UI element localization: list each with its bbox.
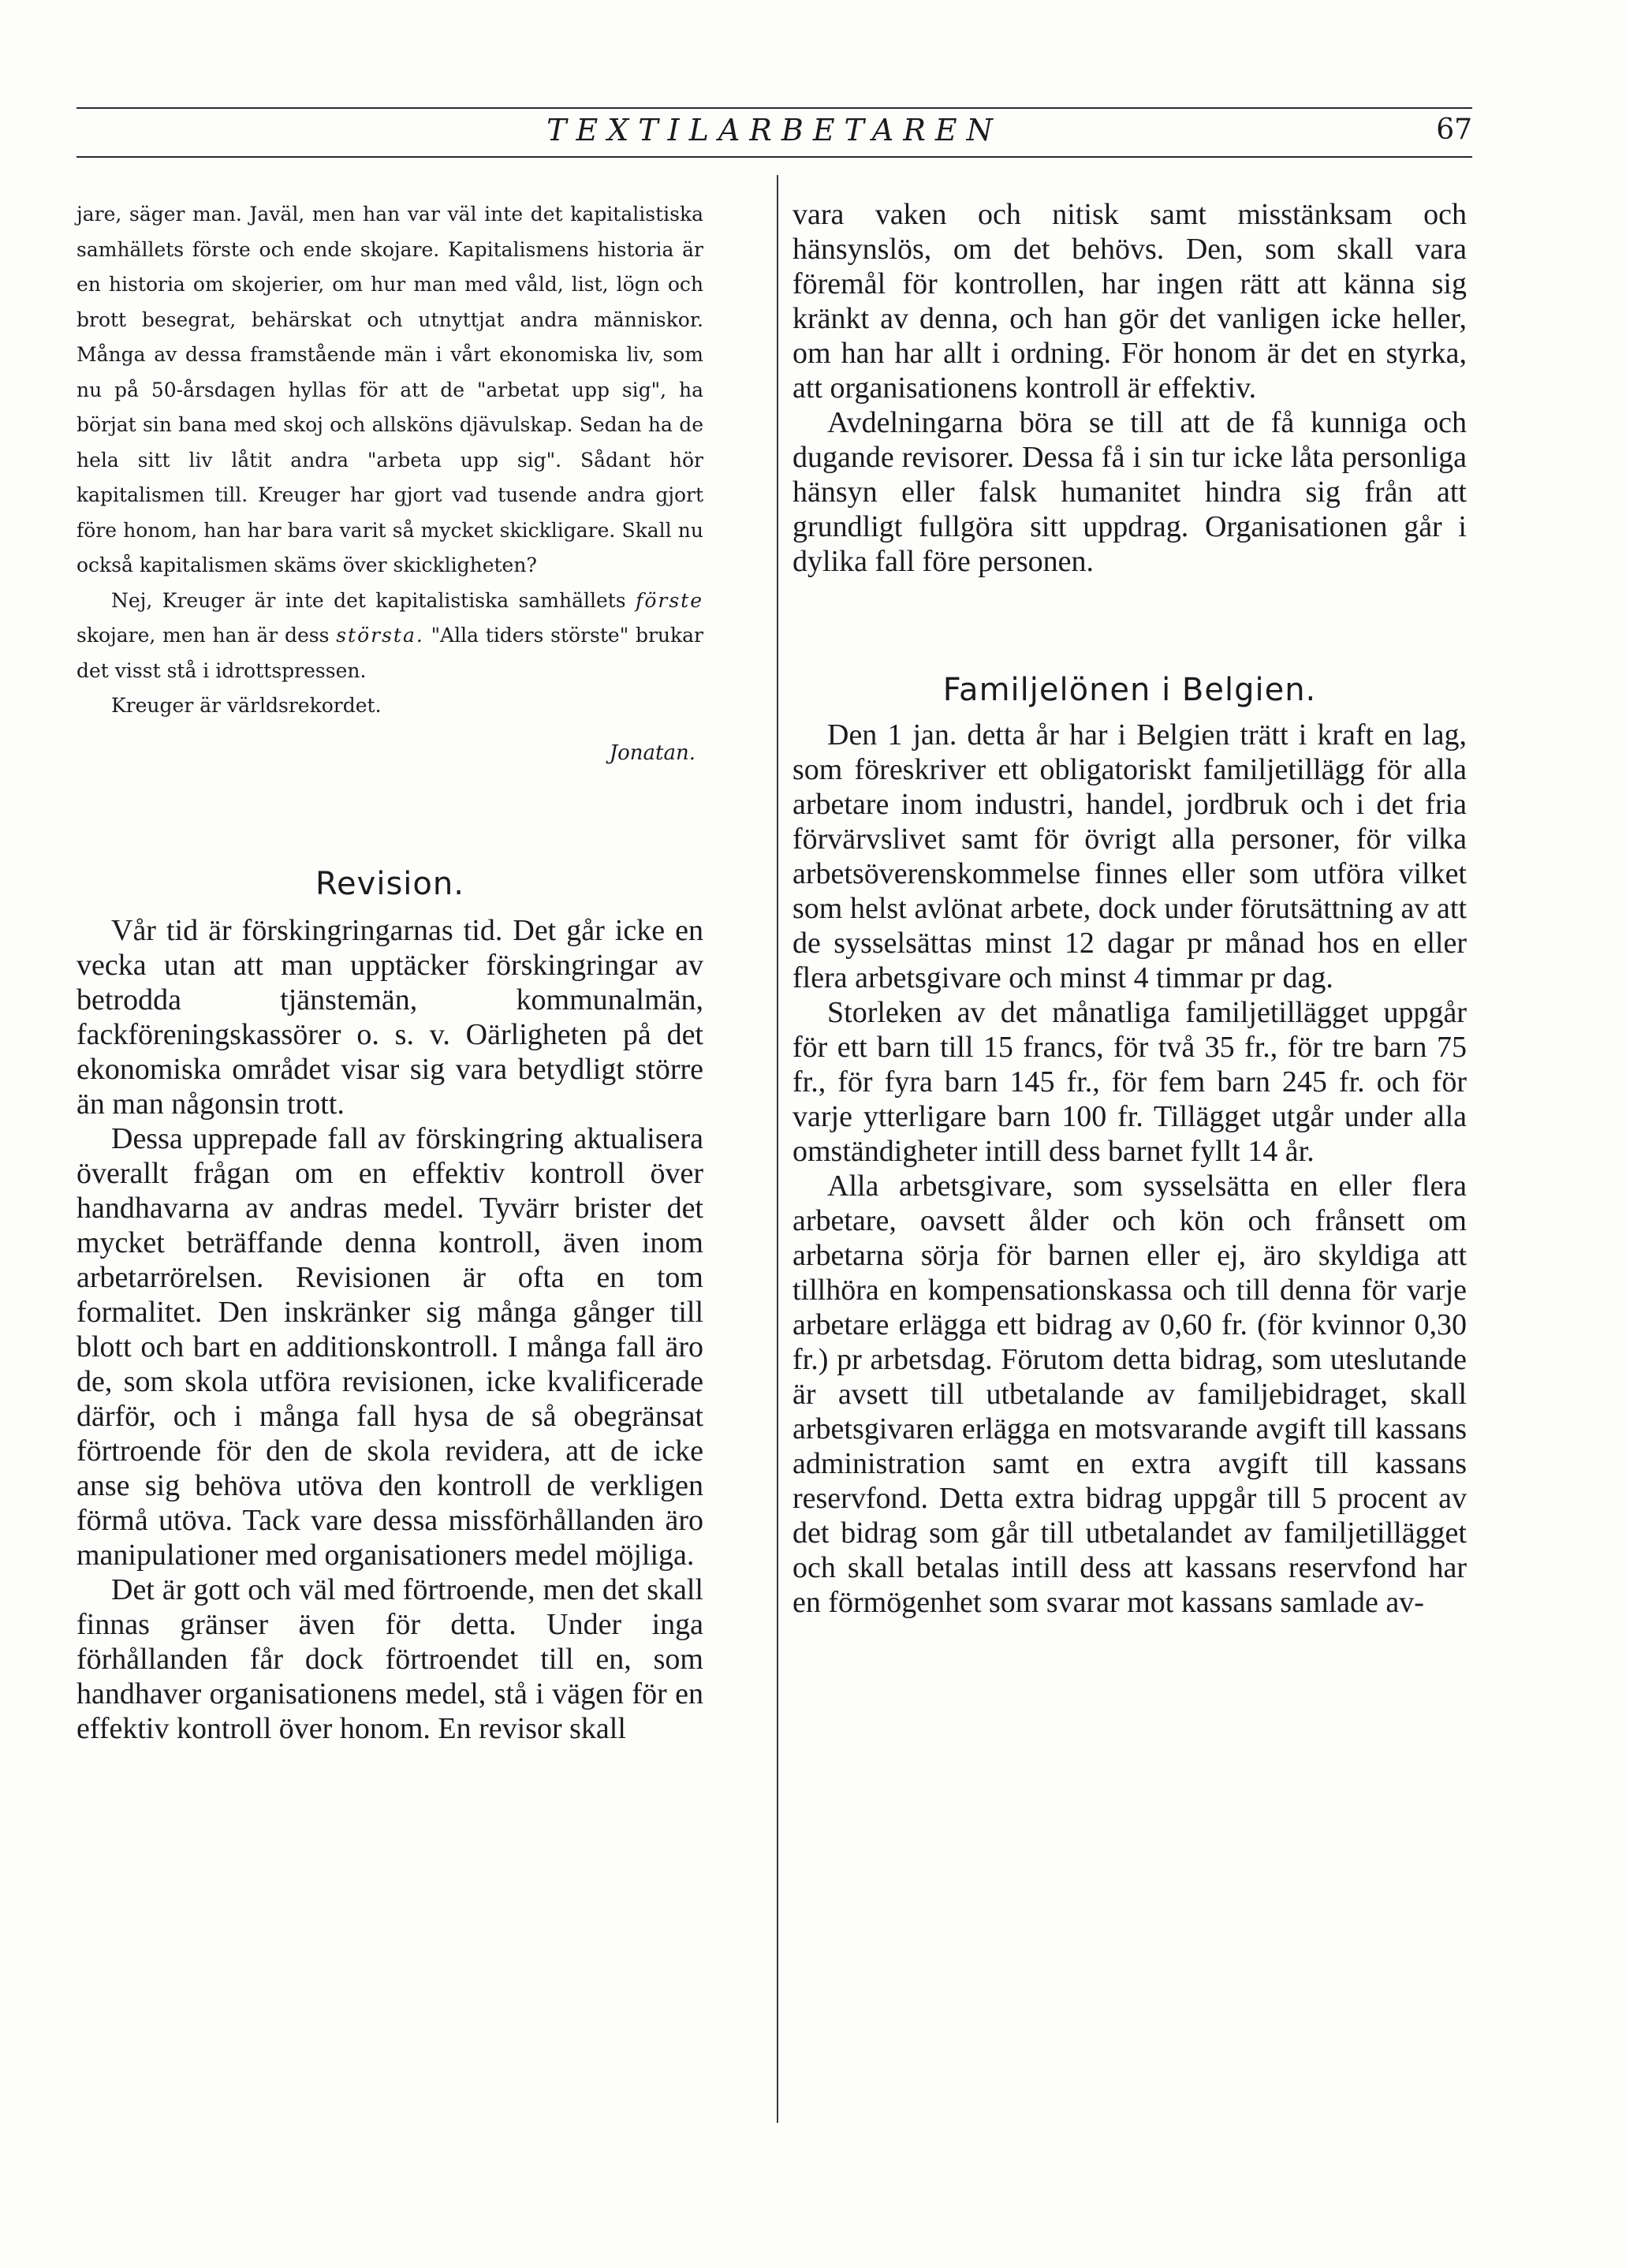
revision-continued-paragraph-2: Avdelningarna böra se till att de få kunniga och dugande revisorer. Dessa få i sin tur icke låta personliga hänsyn eller falsk humanitet hindra sig från att grundligt fullgöra sitt uppdrag. Organisationen går i dylika fall före personen. <box>792 406 1467 578</box>
right-column <box>792 197 1467 1620</box>
kreuger-p2-emphasis-storsta: största. <box>336 624 424 647</box>
revision-paragraph-2: Dessa upprepade fall av förskingring aktualisera överallt frågan om en effektiv kontroll över handhavarna av andras medel. Tyvärr brister det mycket beträffande denna kontroll, även inom arbetarrörelsen. Revisionen är ofta en tom formalitet. Den inskränker sig många gånger till blott och bart en additionskontroll. I många fall äro de, som skola utföra revisionen, icke kvalificerade därför, och i många fall hysa de så obegränsat förtroende för den de skola revidera, att de icke anse sig behöva utöva den kontroll de verkligen förmå utöva. Tack vare dessa missförhållanden äro manipulationer med organisationers medel möjliga. <box>76 1121 703 1572</box>
header-top-rule <box>76 107 1472 109</box>
revision-heading: Revision. <box>315 865 464 902</box>
author-signature: Jonatan. <box>609 740 696 765</box>
revision-article <box>76 913 703 1746</box>
familjelonen-heading: Familjelönen i Belgien. <box>942 672 1317 708</box>
kreuger-p2-part1: Nej, Kreuger är inte det kapitalistiska samhällets <box>111 588 626 612</box>
revision-paragraph-1: Vår tid är förskingringarnas tid. Det går icke en vecka utan att man upptäcker förskingringar av betrodda tjänstemän, kommunalmän, fackföreningskassörer o. s. v. Oärligheten på det ekonomiska området visar sig vara betydligt större än man någonsin trott. <box>76 913 703 1121</box>
kreuger-paragraph-1: jare, säger man. Javäl, men han var väl inte det kapitalistiska samhällets förste och ende skojare. Kapitalismens historia är en historia om skojerier, om hur man med våld, list, lögn och brott besegrat, behärskat och utnyttjat andra människor. Många av dessa framstående män i vårt ekonomiska liv, som nu på 50-årsdagen hyllas för att de "arbetat upp sig", ha börjat sin bana med skoj och allsköns djävulskap. Sedan ha de hela sitt liv låtit andra "arbeta upp sig". Sådant hör kapitalismen till. Kreuger har gjort vad tusende andra gjort före honom, han har bara varit så mycket skickligare. Skall nu också kapitalismen skäms över skickligheten? <box>76 203 703 576</box>
revision-continued-paragraph-1: vara vaken och nitisk samt misstänksam och hänsynslös, om det behövs. Den, som skall vara föremål för kontrollen, har ingen rätt att känna sig kränkt av denna, och han gör det vanligen icke heller, om han har allt i ordning. För honom är det en styrka, att organisationens kontroll är effektiv. <box>792 198 1467 405</box>
revision-paragraph-3: Det är gott och väl med förtroende, men det skall finnas gränser även för detta. Under inga förhållanden får dock förtroendet till en, som handhaver organisationens medel, stå i vägen för en effektiv kontroll över honom. En revisor skall <box>76 1572 703 1745</box>
kreuger-paragraph-3: Kreuger är världsrekordet. <box>111 694 382 717</box>
kreuger-p2-part2: skojare, men han är dess <box>76 624 330 647</box>
kreuger-p2-part3: "Alla tiders störste" brukar det visst stå i idrottspressen. <box>76 624 704 682</box>
column-divider <box>777 175 778 2123</box>
header-bottom-rule <box>76 156 1472 158</box>
kreuger-p2-emphasis-forste: förste <box>636 588 703 612</box>
kreuger-article-continuation <box>76 197 703 765</box>
kreuger-paragraph-2 <box>76 584 703 689</box>
familjelonen-paragraph-1: Den 1 jan. detta år har i Belgien trätt i kraft en lag, som föreskriver ett obligatoriskt familjetillägg för alla arbetare inom industri, handel, jordbruk och i det fria förvärvslivet samt för övrigt alla personer, för vilka arbetsöverenskommelse finnes eller som utföra vilket som helst avlönat arbete, dock under förutsättning av att de sysselsättas minst 12 dagar pr månad hos en eller flera arbetsgivare och minst 4 timmar pr dag. <box>792 718 1467 994</box>
familjelonen-paragraph-2: Storleken av det månatliga familjetillägget uppgår för ett barn till 15 francs, för två 35 fr., för tre barn 75 fr., för fyra barn 145 fr., för fem barn 245 fr. och för varje ytterligare barn 100 fr. Tillägget utgår under alla omständigheter intill dess barnet fyllt 14 år. <box>792 996 1467 1168</box>
familjelonen-article <box>792 718 1467 1620</box>
page-number: 67 <box>1436 114 1472 146</box>
familjelonen-paragraph-3: Alla arbetsgivare, som sysselsätta en eller flera arbetare, oavsett ålder och kön och frånsett om arbetarna sörja för barnen eller ej, äro skyldiga att tillhöra en kompensationskassa och till denna för varje arbetare erlägga ett bidrag av 0,60 fr. (för kvinnor 0,30 fr.) pr arbetsdag. Förutom detta bidrag, som uteslutande är avsett till utbetalande av familjebidraget, skall arbetsgivaren erlägga en motsvarande avgift till kassans administration samt en extra avgift till kassans reservfond. Detta extra bidrag uppgår till 5 procent av det bidrag som går till utbetalandet av familjetillägget och skall betalas intill dess att kassans reservfond har en förmögenhet som svarar mot kassans samlade av- <box>792 1169 1467 1619</box>
left-column <box>76 197 703 1746</box>
revision-article-continued <box>792 197 1467 579</box>
running-title: TEXTILARBETAREN <box>546 113 1002 147</box>
